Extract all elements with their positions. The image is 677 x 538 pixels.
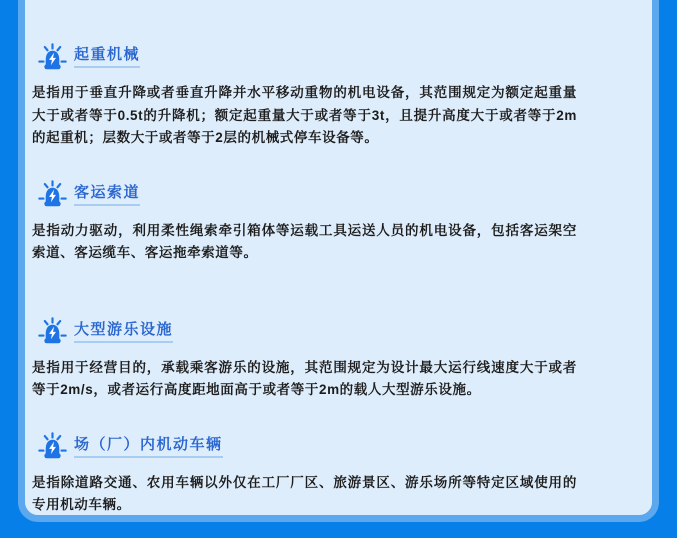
section-factory-vehicles (32, 432, 657, 517)
section-lifting-machinery (32, 42, 657, 150)
section-title: 场（厂）内机动车辆 (74, 436, 223, 458)
section-header (38, 317, 657, 347)
siren-icon (38, 317, 67, 346)
section-amusement-facilities (32, 317, 657, 402)
siren-icon (38, 180, 67, 209)
section-body-text: 是指用于经营目的，承载乘客游乐的设施，其范围规定为设计最大运行线速度大于或者等于2m/s，或者运行高度距地面高于或者等于2m的载人大型游乐设施。 (32, 359, 577, 397)
section-title: 客运索道 (74, 184, 140, 206)
sections-container (32, 42, 657, 517)
section-title: 起重机械 (74, 46, 140, 68)
section-title: 大型游乐设施 (74, 321, 173, 343)
siren-icon (38, 43, 67, 72)
section-header (38, 42, 657, 72)
section-header (38, 432, 657, 462)
section-passenger-ropeway (32, 180, 657, 265)
section-body-text: 是指动力驱动，利用柔性绳索牵引箱体等运载工具运送人员的机电设备，包括客运架空索道、客运缆车、客运拖牵索道等。 (32, 222, 577, 260)
section-body-text: 是指用于垂直升降或者垂直升降并水平移动重物的机电设备，其范围规定为额定起重量大于或者等于0.5t的升降机；额定起重量大于或者等于3t，且提升高度大于或者等于2m的起重机；层数大于或者等于2层的机械式停车设备等。 (32, 85, 577, 145)
siren-icon (38, 432, 67, 461)
section-header (38, 180, 657, 210)
section-body-text: 是指除道路交通、农用车辆以外仅在工厂厂区、旅游景区、游乐场所等特定区域使用的专用机动车辆。 (32, 474, 577, 512)
